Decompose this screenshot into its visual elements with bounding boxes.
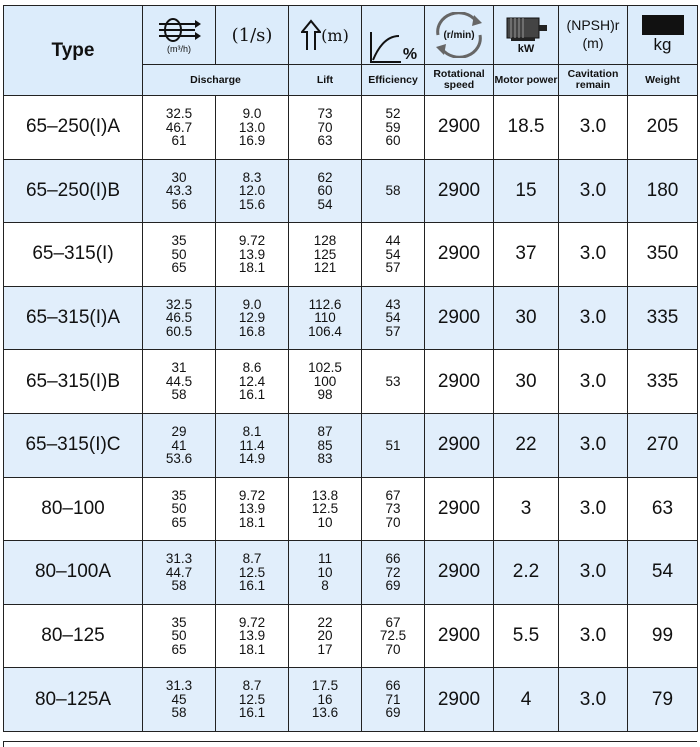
discharge-ls-cell-value: 15.6 [238, 196, 266, 212]
efficiency-cell [362, 668, 425, 732]
lift-cell [289, 413, 362, 477]
motor-cell: 5.5 [494, 604, 559, 668]
lift-cell-value: 20 [317, 628, 333, 644]
discharge-m3h-cell [143, 668, 216, 732]
weight-block-icon [642, 15, 684, 35]
efficiency-cell-value: 54 [385, 246, 401, 262]
speed-cell: 2900 [425, 96, 494, 160]
table-row [4, 541, 698, 605]
discharge-ls-cell [216, 96, 289, 160]
efficiency-cell [362, 604, 425, 668]
efficiency-cell [362, 350, 425, 414]
pump-type: 80–100A [4, 541, 143, 605]
lift-cell [289, 668, 362, 732]
pump-type: 65–315(I)C [4, 413, 143, 477]
discharge-ls-cell-value: 12.5 [238, 691, 266, 707]
lift-cell-value: 73 [317, 106, 333, 122]
type-header: Type [4, 6, 143, 96]
discharge-m3h-cell [143, 223, 216, 287]
weight-cell: 79 [628, 668, 698, 732]
discharge-m3h-cell-value: 56 [171, 196, 187, 212]
pump-type: 65–315(I)B [4, 350, 143, 414]
discharge-m3h-cell-value: 46.7 [165, 119, 193, 135]
discharge-m3h-cell [143, 541, 216, 605]
lift-unit-header [289, 6, 362, 65]
discharge-ls-cell-value: 8.6 [242, 360, 262, 376]
discharge-ls-cell-value: 9.0 [242, 296, 262, 312]
lift-cell-value: 70 [317, 119, 333, 135]
pump-type: 65–250(I)A [4, 96, 143, 160]
discharge-m3h-cell-value: 61 [171, 133, 187, 149]
motor-unit-header [494, 6, 559, 65]
discharge-m3h-cell [143, 96, 216, 160]
discharge-ls-cell-value: 13.9 [238, 628, 266, 644]
discharge-ls-cell-value: 13.0 [238, 119, 266, 135]
npsh-cell: 3.0 [559, 286, 628, 350]
discharge-m3h-cell-value: 50 [171, 501, 187, 517]
discharge-m3h-cell-value: 53.6 [165, 451, 193, 467]
lift-cell-value: 98 [317, 387, 333, 403]
lift-cell-value: 106.4 [308, 323, 342, 339]
weight-cell: 205 [628, 96, 698, 160]
efficiency-cell [362, 159, 425, 223]
motor-cell: 30 [494, 286, 559, 350]
lift-label: Lift [289, 65, 362, 96]
efficiency-cell [362, 541, 425, 605]
lift-cell [289, 96, 362, 160]
discharge-ls-cell-value: 18.1 [238, 514, 266, 530]
discharge-ls-cell [216, 477, 289, 541]
discharge-ls-cell [216, 604, 289, 668]
weight-cell: 350 [628, 223, 698, 287]
discharge-ls-cell-value: 12.0 [238, 183, 266, 199]
efficiency-cell [362, 413, 425, 477]
table-row [4, 668, 698, 732]
efficiency-cell-value: 43 [385, 296, 401, 312]
speed-cell: 2900 [425, 159, 494, 223]
discharge-m3h-cell-value: 50 [171, 246, 187, 262]
discharge-m3h-cell [143, 350, 216, 414]
efficiency-curve-icon [369, 30, 403, 64]
efficiency-cell-value: 60 [385, 133, 401, 149]
discharge-ls-cell-value: 9.72 [238, 614, 266, 630]
lift-cell-value: 10 [317, 514, 333, 530]
motor-cell: 15 [494, 159, 559, 223]
lift-cell-value: 112.6 [308, 296, 342, 312]
efficiency-cell [362, 96, 425, 160]
discharge-m3h-cell-value: 58 [171, 578, 187, 594]
lift-cell [289, 159, 362, 223]
discharge-m3h-cell-value: 58 [171, 387, 187, 403]
efficiency-cell-value: 59 [385, 119, 401, 135]
discharge-unit-m3h: (m³/h) [167, 44, 191, 54]
lift-cell-value: 62 [317, 169, 333, 185]
efficiency-cell-value: 69 [385, 705, 401, 721]
discharge-ls-cell-value: 12.9 [238, 310, 266, 326]
discharge-m3h-cell-value: 32.5 [165, 106, 193, 122]
lift-cell-value: 121 [313, 260, 337, 276]
speed-cell: 2900 [425, 668, 494, 732]
pump-type: 80–100 [4, 477, 143, 541]
next-row-edge [3, 741, 697, 747]
efficiency-cell-value: 70 [385, 514, 401, 530]
lift-unit: (m) [321, 25, 349, 45]
discharge-ls-cell-value: 9.72 [238, 487, 266, 503]
lift-cell [289, 223, 362, 287]
discharge-ls-cell-value: 13.9 [238, 246, 266, 262]
npsh-cell: 3.0 [559, 413, 628, 477]
npsh-cell: 3.0 [559, 477, 628, 541]
motor-unit: kW [517, 43, 535, 55]
discharge-unit-ls: (1/s) [231, 24, 273, 46]
pump-type: 80–125A [4, 668, 143, 732]
lift-cell [289, 477, 362, 541]
efficiency-cell [362, 223, 425, 287]
lift-cell-value: 17 [317, 641, 333, 657]
cavitation-label: Cavitation remain [559, 65, 628, 96]
table-row [4, 350, 698, 414]
efficiency-cell-value: 67 [385, 487, 401, 503]
speed-cell: 2900 [425, 477, 494, 541]
efficiency-cell-value: 57 [385, 323, 401, 339]
discharge-ls-cell [216, 159, 289, 223]
npsh-cell: 3.0 [559, 223, 628, 287]
weight-cell: 99 [628, 604, 698, 668]
lift-cell-value: 17.5 [311, 678, 339, 694]
lift-cell [289, 286, 362, 350]
weight-cell: 54 [628, 541, 698, 605]
efficiency-cell-value: 66 [385, 678, 401, 694]
lift-cell-value: 100 [313, 373, 337, 389]
table-row [4, 286, 698, 350]
lift-cell-value: 87 [317, 424, 333, 440]
discharge-ls-cell-value: 12.4 [238, 373, 266, 389]
speed-cell: 2900 [425, 413, 494, 477]
discharge-ls-cell-value: 14.9 [238, 451, 266, 467]
efficiency-cell-value: 72.5 [379, 628, 407, 644]
table-row [4, 96, 698, 160]
discharge-ls-cell-value: 16.8 [238, 323, 266, 339]
discharge-ls-cell-value: 16.1 [238, 387, 266, 403]
efficiency-cell-value: 54 [385, 310, 401, 326]
weight-cell: 335 [628, 286, 698, 350]
discharge-m3h-cell-value: 35 [171, 233, 187, 249]
discharge-m3h-cell-value: 45 [171, 691, 187, 707]
speed-unit-header [425, 6, 494, 65]
table-row [4, 223, 698, 287]
discharge-m3h-cell-value: 35 [171, 487, 187, 503]
weight-cell: 180 [628, 159, 698, 223]
lift-cell-value: 11 [317, 551, 332, 567]
lift-cell-value: 102.5 [308, 360, 342, 376]
pump-type: 80–125 [4, 604, 143, 668]
efficiency-cell-value: 72 [385, 564, 401, 580]
weight-unit-header [628, 6, 698, 65]
discharge-m3h-cell-value: 46.5 [165, 310, 193, 326]
discharge-ls-cell-value: 16.1 [238, 705, 266, 721]
efficiency-unit-header [362, 6, 425, 65]
lift-cell-value: 13.8 [311, 487, 339, 503]
table-row [4, 413, 698, 477]
discharge-m3h-cell [143, 604, 216, 668]
motor-cell: 18.5 [494, 96, 559, 160]
table-row [4, 477, 698, 541]
discharge-ls-cell-value: 18.1 [238, 260, 266, 276]
lift-cell-value: 12.5 [311, 501, 339, 517]
efficiency-cell-value: 57 [385, 260, 401, 276]
motor-icon [503, 15, 549, 43]
lift-cell-value: 125 [313, 246, 337, 262]
table-row [4, 604, 698, 668]
motor-cell: 37 [494, 223, 559, 287]
lift-cell-value: 60 [317, 183, 333, 199]
discharge-m3h-cell-value: 30 [171, 169, 187, 185]
discharge-ls-header [216, 6, 289, 65]
discharge-m3h-cell-value: 50 [171, 628, 187, 644]
npsh-cell: 3.0 [559, 350, 628, 414]
pump-type: 65–250(I)B [4, 159, 143, 223]
lift-cell-value: 10 [317, 564, 333, 580]
discharge-m3h-cell-value: 58 [171, 705, 187, 721]
efficiency-cell-value: 58 [385, 183, 401, 199]
npsh-cell: 3.0 [559, 604, 628, 668]
discharge-ls-cell-value: 12.5 [238, 564, 266, 580]
discharge-m3h-cell-value: 44.5 [165, 373, 193, 389]
discharge-m3h-cell [143, 286, 216, 350]
discharge-m3h-cell-value: 41 [171, 437, 187, 453]
discharge-m3h-cell-value: 35 [171, 614, 187, 630]
efficiency-cell-value: 51 [385, 437, 401, 453]
lift-cell-value: 54 [317, 196, 333, 212]
efficiency-cell-value: 69 [385, 578, 401, 594]
flow-icon [155, 16, 203, 44]
efficiency-cell-value: 70 [385, 641, 401, 657]
efficiency-cell-value: 44 [385, 233, 401, 249]
discharge-ls-cell-value: 8.7 [242, 551, 262, 567]
lift-cell-value: 63 [317, 133, 333, 149]
motor-cell: 22 [494, 413, 559, 477]
pump-type: 65–315(I)A [4, 286, 143, 350]
speed-cell: 2900 [425, 350, 494, 414]
lift-cell-value: 16 [317, 691, 333, 707]
weight-cell: 270 [628, 413, 698, 477]
lift-cell-value: 128 [313, 233, 337, 249]
motor-label: Motor power [494, 65, 559, 96]
weight-cell: 335 [628, 350, 698, 414]
discharge-m3h-cell-value: 65 [171, 514, 187, 530]
discharge-ls-cell [216, 350, 289, 414]
motor-cell: 30 [494, 350, 559, 414]
speed-cell: 2900 [425, 223, 494, 287]
discharge-m3h-cell-value: 32.5 [165, 296, 193, 312]
efficiency-cell [362, 286, 425, 350]
motor-cell: 3 [494, 477, 559, 541]
discharge-ls-cell-value: 9.72 [238, 233, 266, 249]
discharge-m3h-cell [143, 413, 216, 477]
efficiency-cell-value: 53 [385, 373, 401, 389]
discharge-ls-cell-value: 8.1 [242, 424, 262, 440]
discharge-m3h-cell-value: 29 [171, 424, 187, 440]
weight-unit: kg [653, 35, 672, 54]
efficiency-cell-value: 71 [385, 691, 401, 707]
speed-cell: 2900 [425, 604, 494, 668]
discharge-ls-cell-value: 11.4 [239, 437, 265, 453]
npsh-unit-header [559, 6, 628, 65]
discharge-m3h-cell-value: 65 [171, 641, 187, 657]
discharge-m3h-cell-value: 65 [171, 260, 187, 276]
discharge-ls-cell [216, 286, 289, 350]
discharge-ls-cell-value: 8.7 [242, 678, 262, 694]
pump-spec-table [3, 5, 698, 732]
lift-cell-value: 13.6 [311, 705, 339, 721]
discharge-m3h-cell-value: 43.3 [165, 183, 193, 199]
efficiency-unit: % [402, 46, 418, 63]
lift-cell-value: 110 [314, 310, 336, 326]
npsh-cell: 3.0 [559, 159, 628, 223]
discharge-ls-cell [216, 413, 289, 477]
speed-label: Rotational speed [425, 65, 494, 96]
efficiency-label: Efficiency [362, 65, 425, 96]
lift-cell-value: 22 [317, 614, 333, 630]
discharge-ls-cell-value: 16.9 [238, 133, 266, 149]
discharge-ls-cell [216, 223, 289, 287]
npsh-unit: (NPSH)r (m) [566, 17, 620, 51]
motor-cell: 4 [494, 668, 559, 732]
discharge-label: Discharge [143, 65, 289, 96]
discharge-m3h-cell-value: 44.7 [165, 564, 193, 580]
discharge-m3h-cell-value: 31 [171, 360, 187, 376]
motor-cell: 2.2 [494, 541, 559, 605]
table-row [4, 159, 698, 223]
discharge-m3h-cell-value: 31.3 [165, 678, 193, 694]
discharge-m3h-cell-value: 60.5 [165, 323, 193, 339]
discharge-ls-cell [216, 541, 289, 605]
discharge-ls-cell-value: 8.3 [242, 169, 262, 185]
discharge-ls-cell [216, 668, 289, 732]
spec-rows [4, 96, 698, 732]
lift-cell-value: 83 [317, 451, 333, 467]
discharge-m3h-cell [143, 159, 216, 223]
weight-cell: 63 [628, 477, 698, 541]
efficiency-cell-value: 52 [385, 106, 401, 122]
discharge-ls-cell-value: 18.1 [238, 641, 266, 657]
speed-unit: (r/min) [443, 29, 475, 41]
discharge-m3h-cell [143, 477, 216, 541]
weight-label: Weight [628, 65, 698, 96]
discharge-ls-cell-value: 13.9 [238, 501, 266, 517]
lift-cell-value: 85 [317, 437, 333, 453]
speed-cell: 2900 [425, 286, 494, 350]
up-arrow-icon [301, 19, 321, 51]
npsh-cell: 3.0 [559, 668, 628, 732]
discharge-ls-cell-value: 9.0 [242, 106, 262, 122]
efficiency-cell-value: 67 [385, 614, 401, 630]
npsh-cell: 3.0 [559, 96, 628, 160]
efficiency-cell-value: 73 [385, 501, 401, 517]
speed-cell: 2900 [425, 541, 494, 605]
lift-cell [289, 350, 362, 414]
discharge-ls-cell-value: 16.1 [238, 578, 266, 594]
discharge-m3h-header [143, 6, 216, 65]
efficiency-cell-value: 66 [385, 551, 401, 567]
efficiency-cell [362, 477, 425, 541]
pump-type: 65–315(I) [4, 223, 143, 287]
lift-cell [289, 541, 362, 605]
discharge-m3h-cell-value: 31.3 [165, 551, 193, 567]
lift-cell-value: 8 [321, 578, 329, 594]
npsh-cell: 3.0 [559, 541, 628, 605]
lift-cell [289, 604, 362, 668]
